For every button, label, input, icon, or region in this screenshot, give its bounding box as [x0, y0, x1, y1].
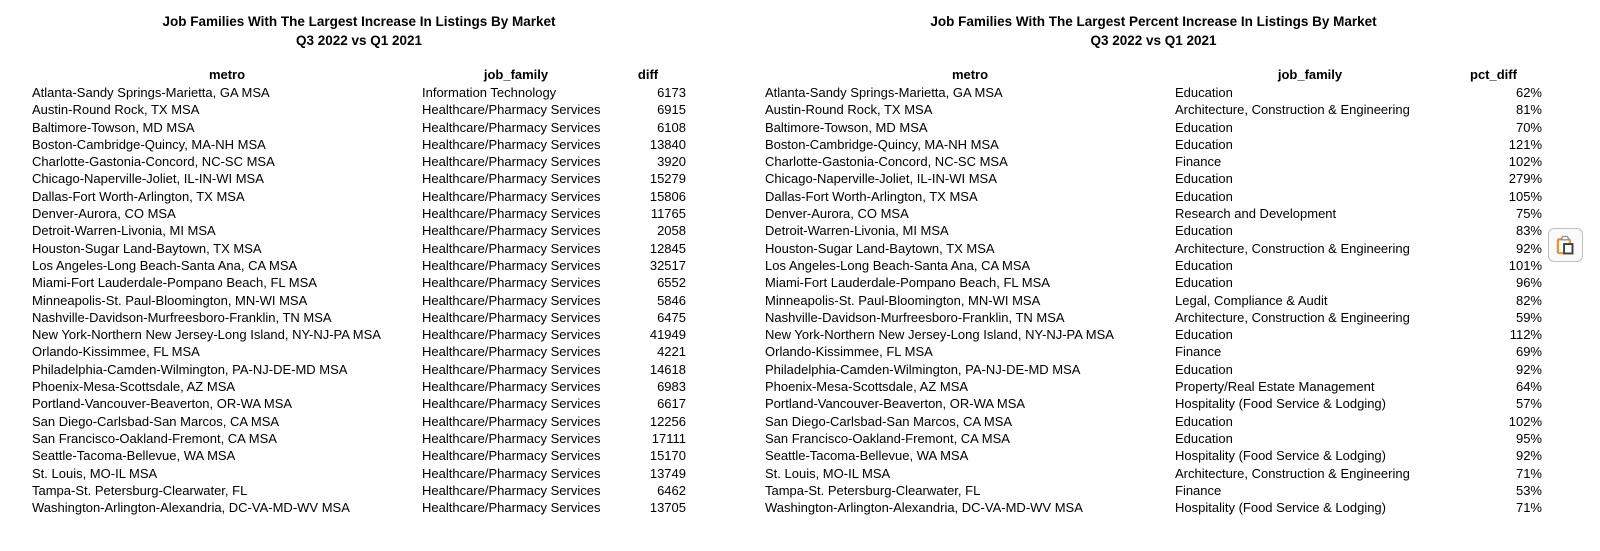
metro-cell: Denver-Aurora, CO MSA: [765, 206, 909, 222]
job-family-cell: Education: [1175, 188, 1233, 204]
job-family-cell: Healthcare/Pharmacy Services: [422, 430, 601, 446]
metro-cell: Denver-Aurora, CO MSA: [32, 206, 176, 222]
table-row: [765, 119, 1542, 136]
job-family-cell: Education: [1175, 275, 1233, 291]
table-row: [32, 465, 686, 482]
pct-diff-cell: 102%: [1508, 154, 1542, 170]
job-family-cell: Healthcare/Pharmacy Services: [422, 240, 601, 256]
diff-cell: 12845: [649, 240, 686, 256]
metro-cell: Los Angeles-Long Beach-Santa Ana, CA MSA: [32, 257, 298, 273]
column-header-job-family: job_family: [483, 67, 549, 82]
metro-cell: Tampa-St. Petersburg-Clearwater, FL: [32, 482, 248, 498]
job-family-cell: Healthcare/Pharmacy Services: [422, 154, 601, 170]
metro-cell: Washington-Arlington-Alexandria, DC-VA-MD-WV MSA: [32, 500, 350, 516]
metro-cell: Detroit-Warren-Livonia, MI MSA: [765, 223, 949, 239]
column-header-job-family: job_family: [1277, 67, 1343, 82]
increase-table-panel: [32, 12, 686, 516]
metro-cell: Phoenix-Mesa-Scottsdale, AZ MSA: [765, 379, 969, 395]
table-row: [765, 257, 1542, 274]
diff-cell: 13840: [649, 136, 686, 152]
pct-diff-cell: 92%: [1515, 361, 1542, 377]
metro-cell: Baltimore-Towson, MD MSA: [765, 119, 928, 135]
pct-diff-cell: 53%: [1515, 482, 1542, 498]
diff-cell: 15170: [649, 448, 686, 464]
diff-cell: 6475: [657, 309, 686, 325]
pct-diff-cell: 279%: [1508, 171, 1542, 187]
metro-cell: Orlando-Kissimmee, FL MSA: [765, 344, 933, 360]
job-family-cell: Education: [1175, 171, 1233, 187]
table-row: [32, 153, 686, 170]
metro-cell: Tampa-St. Petersburg-Clearwater, FL: [765, 482, 981, 498]
job-family-cell: Finance: [1175, 344, 1222, 360]
metro-cell: Austin-Round Rock, TX MSA: [765, 102, 933, 118]
pct-diff-cell: 102%: [1508, 413, 1542, 429]
table-row: [765, 430, 1542, 447]
table-row: [32, 482, 686, 499]
table-row: [32, 84, 686, 101]
table-subtitle: Q3 2022 vs Q1 2021: [295, 33, 423, 48]
job-family-cell: Hospitality (Food Service & Lodging): [1175, 500, 1386, 516]
job-family-cell: Information Technology: [422, 85, 557, 100]
pct-diff-cell: 64%: [1515, 379, 1542, 395]
metro-cell: New York-Northern New Jersey-Long Island, NY-NJ-PA MSA: [32, 327, 381, 343]
metro-cell: San Francisco-Oakland-Fremont, CA MSA: [32, 430, 277, 446]
job-family-cell: Healthcare/Pharmacy Services: [422, 327, 601, 343]
pct-diff-cell: 71%: [1515, 500, 1542, 516]
job-family-cell: Healthcare/Pharmacy Services: [422, 102, 601, 118]
job-family-cell: Architecture, Construction & Engineering: [1175, 465, 1410, 481]
table-row: [32, 101, 686, 118]
table-row: [32, 205, 686, 222]
metro-cell: Austin-Round Rock, TX MSA: [32, 102, 200, 118]
metro-cell: Philadelphia-Camden-Wilmington, PA-NJ-DE-MD MSA: [765, 361, 1081, 377]
job-family-cell: Finance: [1175, 482, 1222, 498]
metro-cell: Charlotte-Gastonia-Concord, NC-SC MSA: [765, 154, 1008, 170]
percent-increase-table-panel: [765, 12, 1542, 516]
table-row: [765, 499, 1542, 516]
job-family-cell: Research and Development: [1175, 206, 1337, 222]
metro-cell: Houston-Sugar Land-Baytown, TX MSA: [765, 240, 995, 256]
metro-cell: New York-Northern New Jersey-Long Island, NY-NJ-PA MSA: [765, 327, 1114, 343]
table-row: [765, 465, 1542, 482]
table-row: [32, 292, 686, 309]
job-family-cell: Education: [1175, 430, 1233, 446]
diff-cell: 41949: [649, 327, 686, 343]
job-family-cell: Education: [1175, 413, 1233, 429]
increase-table: [32, 66, 686, 516]
job-family-cell: Healthcare/Pharmacy Services: [422, 136, 601, 152]
metro-cell: Orlando-Kissimmee, FL MSA: [32, 344, 200, 360]
table-row: [765, 153, 1542, 170]
metro-cell: Miami-Fort Lauderdale-Pompano Beach, FL MSA: [32, 275, 317, 291]
diff-cell: 2058: [657, 223, 686, 239]
job-family-cell: Property/Real Estate Management: [1175, 379, 1375, 395]
diff-cell: 15279: [649, 171, 686, 187]
metro-cell: Minneapolis-St. Paul-Bloomington, MN-WI MSA: [32, 292, 308, 308]
table-row: [765, 188, 1542, 205]
diff-cell: 6552: [657, 275, 686, 291]
pct-diff-cell: 75%: [1515, 206, 1542, 222]
diff-cell: 6462: [657, 482, 686, 498]
pct-diff-cell: 62%: [1515, 85, 1542, 100]
job-family-cell: Healthcare/Pharmacy Services: [422, 275, 601, 291]
table-row: [32, 188, 686, 205]
pct-diff-cell: 95%: [1515, 430, 1542, 446]
table-row: [765, 482, 1542, 499]
copy-to-clipboard-button[interactable]: [1548, 228, 1583, 262]
table-row: [765, 136, 1542, 153]
table-row: [32, 240, 686, 257]
diff-cell: 14618: [649, 361, 686, 377]
metro-cell: Los Angeles-Long Beach-Santa Ana, CA MSA: [765, 257, 1031, 273]
table-row: [32, 430, 686, 447]
job-family-cell: Healthcare/Pharmacy Services: [422, 361, 601, 377]
table-row: [32, 222, 686, 239]
job-family-cell: Healthcare/Pharmacy Services: [422, 482, 601, 498]
job-family-cell: Legal, Compliance & Audit: [1175, 292, 1328, 308]
diff-cell: 32517: [649, 257, 686, 273]
metro-cell: Atlanta-Sandy Springs-Marietta, GA MSA: [765, 85, 1003, 100]
job-family-cell: Education: [1175, 119, 1233, 135]
percent-increase-table-title-block: [765, 12, 1542, 50]
table-row: [32, 378, 686, 395]
table-row: [32, 447, 686, 464]
percent-increase-table: [765, 66, 1542, 516]
table-row: [765, 222, 1542, 239]
table-row: [32, 343, 686, 360]
pct-diff-cell: 83%: [1515, 223, 1542, 239]
pct-diff-cell: 57%: [1515, 396, 1542, 412]
job-family-cell: Healthcare/Pharmacy Services: [422, 379, 601, 395]
metro-cell: Miami-Fort Lauderdale-Pompano Beach, FL MSA: [765, 275, 1050, 291]
table-row: [32, 309, 686, 326]
table-row: [765, 170, 1542, 187]
table-row: [32, 119, 686, 136]
job-family-cell: Education: [1175, 257, 1233, 273]
metro-cell: Seattle-Tacoma-Bellevue, WA MSA: [765, 448, 969, 464]
pct-diff-cell: 112%: [1509, 327, 1542, 343]
clipboard-icon: [1554, 234, 1577, 257]
table-row: [765, 240, 1542, 257]
table-row: [765, 343, 1542, 360]
pct-diff-cell: 81%: [1515, 102, 1542, 118]
diff-cell: 17111: [651, 430, 686, 446]
diff-cell: 6617: [657, 396, 686, 412]
pct-diff-cell: 92%: [1515, 240, 1542, 256]
metro-cell: Washington-Arlington-Alexandria, DC-VA-MD-WV MSA: [765, 500, 1083, 516]
table-subtitle: Q3 2022 vs Q1 2021: [1090, 33, 1217, 48]
job-family-cell: Architecture, Construction & Engineering: [1175, 102, 1410, 118]
job-family-cell: Healthcare/Pharmacy Services: [422, 309, 601, 325]
table-title: Job Families With The Largest Increase In Listings By Market: [162, 14, 556, 29]
table-row: [765, 292, 1542, 309]
metro-cell: Phoenix-Mesa-Scottsdale, AZ MSA: [32, 379, 236, 395]
job-family-cell: Healthcare/Pharmacy Services: [422, 465, 601, 481]
job-family-cell: Healthcare/Pharmacy Services: [422, 292, 601, 308]
metro-cell: Chicago-Naperville-Joliet, IL-IN-WI MSA: [765, 171, 997, 187]
metro-cell: Portland-Vancouver-Beaverton, OR-WA MSA: [765, 396, 1026, 412]
job-family-cell: Healthcare/Pharmacy Services: [422, 257, 601, 273]
table-row: [32, 274, 686, 291]
metro-cell: Philadelphia-Camden-Wilmington, PA-NJ-DE-MD MSA: [32, 361, 348, 377]
table-row: [765, 326, 1542, 343]
job-family-cell: Education: [1175, 136, 1233, 152]
metro-cell: Portland-Vancouver-Beaverton, OR-WA MSA: [32, 396, 293, 412]
job-family-cell: Healthcare/Pharmacy Services: [422, 223, 601, 239]
column-header-metro: metro: [951, 67, 989, 82]
job-family-cell: Healthcare/Pharmacy Services: [422, 188, 601, 204]
job-family-cell: Education: [1175, 223, 1233, 239]
diff-cell: 6983: [657, 379, 686, 395]
job-family-cell: Healthcare/Pharmacy Services: [422, 171, 601, 187]
table-row: [765, 309, 1542, 326]
pct-diff-cell: 70%: [1515, 119, 1542, 135]
table-row: [32, 170, 686, 187]
diff-cell: 6173: [657, 85, 686, 100]
metro-cell: San Diego-Carlsbad-San Marcos, CA MSA: [765, 413, 1013, 429]
metro-cell: San Diego-Carlsbad-San Marcos, CA MSA: [32, 413, 280, 429]
metro-cell: Seattle-Tacoma-Bellevue, WA MSA: [32, 448, 236, 464]
metro-cell: Dallas-Fort Worth-Arlington, TX MSA: [765, 188, 978, 204]
pct-diff-cell: 105%: [1508, 188, 1542, 204]
pct-diff-cell: 71%: [1515, 465, 1542, 481]
job-family-cell: Architecture, Construction & Engineering: [1175, 240, 1410, 256]
job-family-cell: Healthcare/Pharmacy Services: [422, 413, 601, 429]
metro-cell: Nashville-Davidson-Murfreesboro-Franklin, TN MSA: [765, 309, 1065, 325]
table-row: [765, 274, 1542, 291]
diff-cell: 6915: [657, 102, 686, 118]
table-row: [765, 447, 1542, 464]
metro-cell: Chicago-Naperville-Joliet, IL-IN-WI MSA: [32, 171, 264, 187]
table-row: [765, 378, 1542, 395]
job-family-cell: Finance: [1175, 154, 1222, 170]
metro-cell: Boston-Cambridge-Quincy, MA-NH MSA: [765, 136, 999, 152]
job-family-cell: Healthcare/Pharmacy Services: [422, 119, 601, 135]
table-row: [32, 136, 686, 153]
job-family-cell: Architecture, Construction & Engineering: [1175, 309, 1410, 325]
diff-cell: 15806: [649, 188, 686, 204]
table-row: [765, 361, 1542, 378]
table-row: [765, 413, 1542, 430]
table-title: Job Families With The Largest Percent Increase In Listings By Market: [930, 14, 1377, 29]
table-row: [32, 395, 686, 412]
table-row: [32, 361, 686, 378]
metro-cell: Boston-Cambridge-Quincy, MA-NH MSA: [32, 136, 266, 152]
metro-cell: Houston-Sugar Land-Baytown, TX MSA: [32, 240, 262, 256]
header-row: [765, 66, 1542, 84]
metro-cell: Baltimore-Towson, MD MSA: [32, 119, 195, 135]
job-family-cell: Hospitality (Food Service & Lodging): [1175, 448, 1386, 464]
pct-diff-cell: 59%: [1515, 309, 1542, 325]
job-family-cell: Healthcare/Pharmacy Services: [422, 344, 601, 360]
pct-diff-cell: 96%: [1515, 275, 1542, 291]
metro-cell: Charlotte-Gastonia-Concord, NC-SC MSA: [32, 154, 275, 170]
pct-diff-cell: 82%: [1515, 292, 1542, 308]
table-row: [32, 413, 686, 430]
metro-cell: Nashville-Davidson-Murfreesboro-Franklin, TN MSA: [32, 309, 332, 325]
diff-cell: 4221: [657, 344, 686, 360]
diff-cell: 12256: [649, 413, 686, 429]
metro-cell: St. Louis, MO-IL MSA: [32, 465, 158, 481]
diff-cell: 3920: [657, 154, 686, 170]
pct-diff-cell: 101%: [1508, 257, 1542, 273]
header-row: [32, 66, 686, 84]
metro-cell: St. Louis, MO-IL MSA: [765, 465, 891, 481]
column-header-diff: diff: [637, 67, 659, 82]
table-row: [765, 84, 1542, 101]
table-row: [765, 205, 1542, 222]
diff-cell: 11765: [650, 206, 686, 222]
table-row: [32, 257, 686, 274]
diff-cell: 13705: [649, 500, 686, 516]
table-row: [765, 101, 1542, 118]
metro-cell: San Francisco-Oakland-Fremont, CA MSA: [765, 430, 1010, 446]
job-family-cell: Healthcare/Pharmacy Services: [422, 500, 601, 516]
metro-cell: Detroit-Warren-Livonia, MI MSA: [32, 223, 216, 239]
table-row: [32, 499, 686, 516]
column-header-pct-diff: pct_diff: [1470, 67, 1517, 82]
diff-cell: 5846: [657, 292, 686, 308]
job-family-cell: Healthcare/Pharmacy Services: [422, 396, 601, 412]
increase-table-title-block: [32, 12, 686, 50]
table-row: [765, 395, 1542, 412]
job-family-cell: Education: [1175, 361, 1233, 377]
pct-diff-cell: 92%: [1515, 448, 1542, 464]
pct-diff-cell: 69%: [1515, 344, 1542, 360]
table-row: [32, 326, 686, 343]
job-family-cell: Hospitality (Food Service & Lodging): [1175, 396, 1386, 412]
pct-diff-cell: 121%: [1508, 136, 1542, 152]
diff-cell: 13749: [649, 465, 686, 481]
metro-cell: Dallas-Fort Worth-Arlington, TX MSA: [32, 188, 245, 204]
job-family-cell: Education: [1175, 85, 1233, 100]
column-header-metro: metro: [208, 67, 246, 82]
metro-cell: Atlanta-Sandy Springs-Marietta, GA MSA: [32, 85, 270, 100]
job-family-cell: Healthcare/Pharmacy Services: [422, 206, 601, 222]
diff-cell: 6108: [657, 119, 686, 135]
job-family-cell: Healthcare/Pharmacy Services: [422, 448, 601, 464]
job-family-cell: Education: [1175, 327, 1233, 343]
metro-cell: Minneapolis-St. Paul-Bloomington, MN-WI MSA: [765, 292, 1041, 308]
